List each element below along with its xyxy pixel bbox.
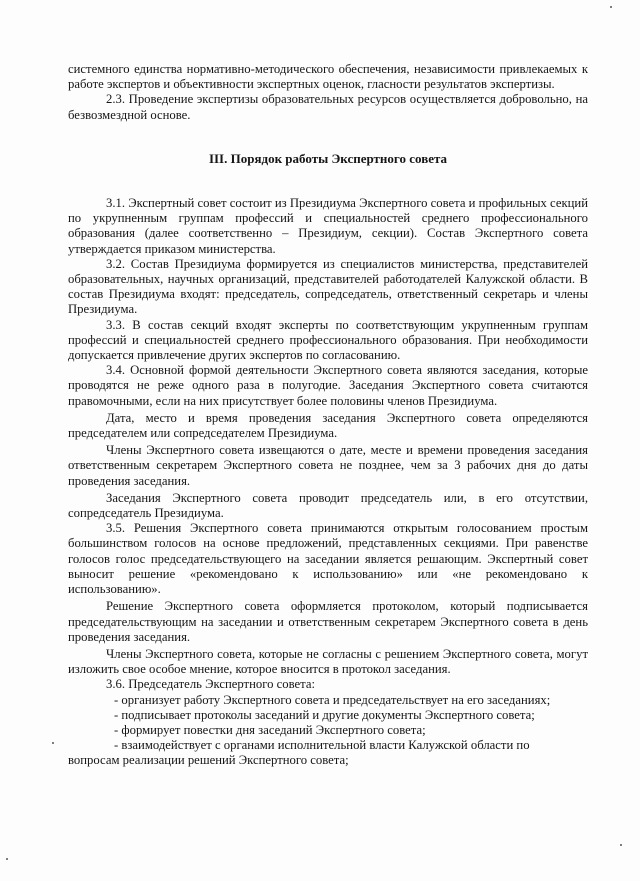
paragraph-3-4: 3.4. Основной формой деятельности Экспертного совета являются заседания, которые проводятся не реже одного раза в полугодие. Заседания Экспертного совета считаются правомочными, если на них присутствует более половины членов Президиума. (68, 363, 588, 408)
paragraph-continuation: системного единства нормативно-методического обеспечения, независимости привлекаемых к работе экспертов и объективности экспертных оценок, гласности результатов экспертизы. (68, 62, 588, 92)
list-item: - формирует повестки дня заседаний Экспертного совета; (114, 722, 426, 737)
paragraph-3-3: 3.3. В состав секций входят эксперты по соответствующим укрупненным группам профессий и специальностей среднего профессионального образования. При необходимости допускается привлечение других экспертов по согласованию. (68, 317, 588, 363)
scan-speck (620, 844, 622, 846)
scan-speck (52, 742, 54, 744)
list-item: - организует работу Экспертного совета и председательствует на его заседаниях; (114, 692, 551, 707)
scan-speck (6, 858, 8, 860)
paragraph-3-1: 3.1. Экспертный совет состоит из Президиума Экспертного совета и профильных секций по укрупненным группам профессий и специальностей среднего профессионального образования (далее соответственно – Президиум, секции). Состав Экспертного совета утверждается приказом министерства. (68, 196, 589, 256)
scan-speck (610, 6, 612, 8)
section-heading: III. Порядок работы Экспертного совета (208, 150, 448, 166)
paragraph-2-3: 2.3. Проведение экспертизы образовательных ресурсов осуществляется добровольно, на безвозмездной основе. (68, 92, 588, 122)
paragraph-members-notified: Члены Экспертного совета извещаются о дате, месте и времени проведения заседания ответственным секретарем Экспертного совета не позднее, чем за 3 рабочих дня до даты проведения заседания. (68, 443, 588, 488)
paragraph-3-5: 3.5. Решения Экспертного совета принимаются открытым голосованием простым большинством голосов на основе предложений, представленных секциями. При равенстве голосов голос председательствующего на заседании является решающим. Экспертный совет выносит решение «рекомендовано к использованию» или «не рекомендовано к использованию». (68, 521, 588, 597)
list-item-continuation: вопросам реализации решений Экспертного совета; (68, 753, 349, 768)
paragraph-meetings-chair: Заседания Экспертного совета проводит председатель или, в его отсутствии, сопредседатель Президиума. (68, 490, 588, 521)
list-item: - подписывает протоколы заседаний и другие документы Экспертного совета; (114, 707, 535, 722)
paragraph-protocol: Решение Экспертного совета оформляется протоколом, который подписывается председательствующим на заседании и ответственным секретарем Экспертного совета в день проведения заседания. (68, 599, 588, 644)
paragraph-3-2: 3.2. Состав Президиума формируется из специалистов министерства, представителей образовательных, научных организаций, представителей работодателей Калужской области. В состав Президиума входят: председатель, сопредседатель, ответственный секретарь и члены Президиума. (68, 256, 588, 317)
paragraph-3-6: 3.6. Председатель Экспертного совета: (106, 677, 316, 692)
document-body (68, 62, 588, 769)
list-item (68, 738, 588, 753)
list-item-line: - взаимодействует с органами исполнительной власти Калужской области по (114, 738, 530, 753)
paragraph-dissent: Члены Экспертного совета, которые не согласны с решением Экспертного совета, могут изложить свое особое мнение, которое вносится в протокол заседания. (68, 646, 588, 677)
paragraph-date-place: Дата, место и время проведения заседания Экспертного совета определяются председателем или сопредседателем Президиума. (68, 410, 588, 441)
